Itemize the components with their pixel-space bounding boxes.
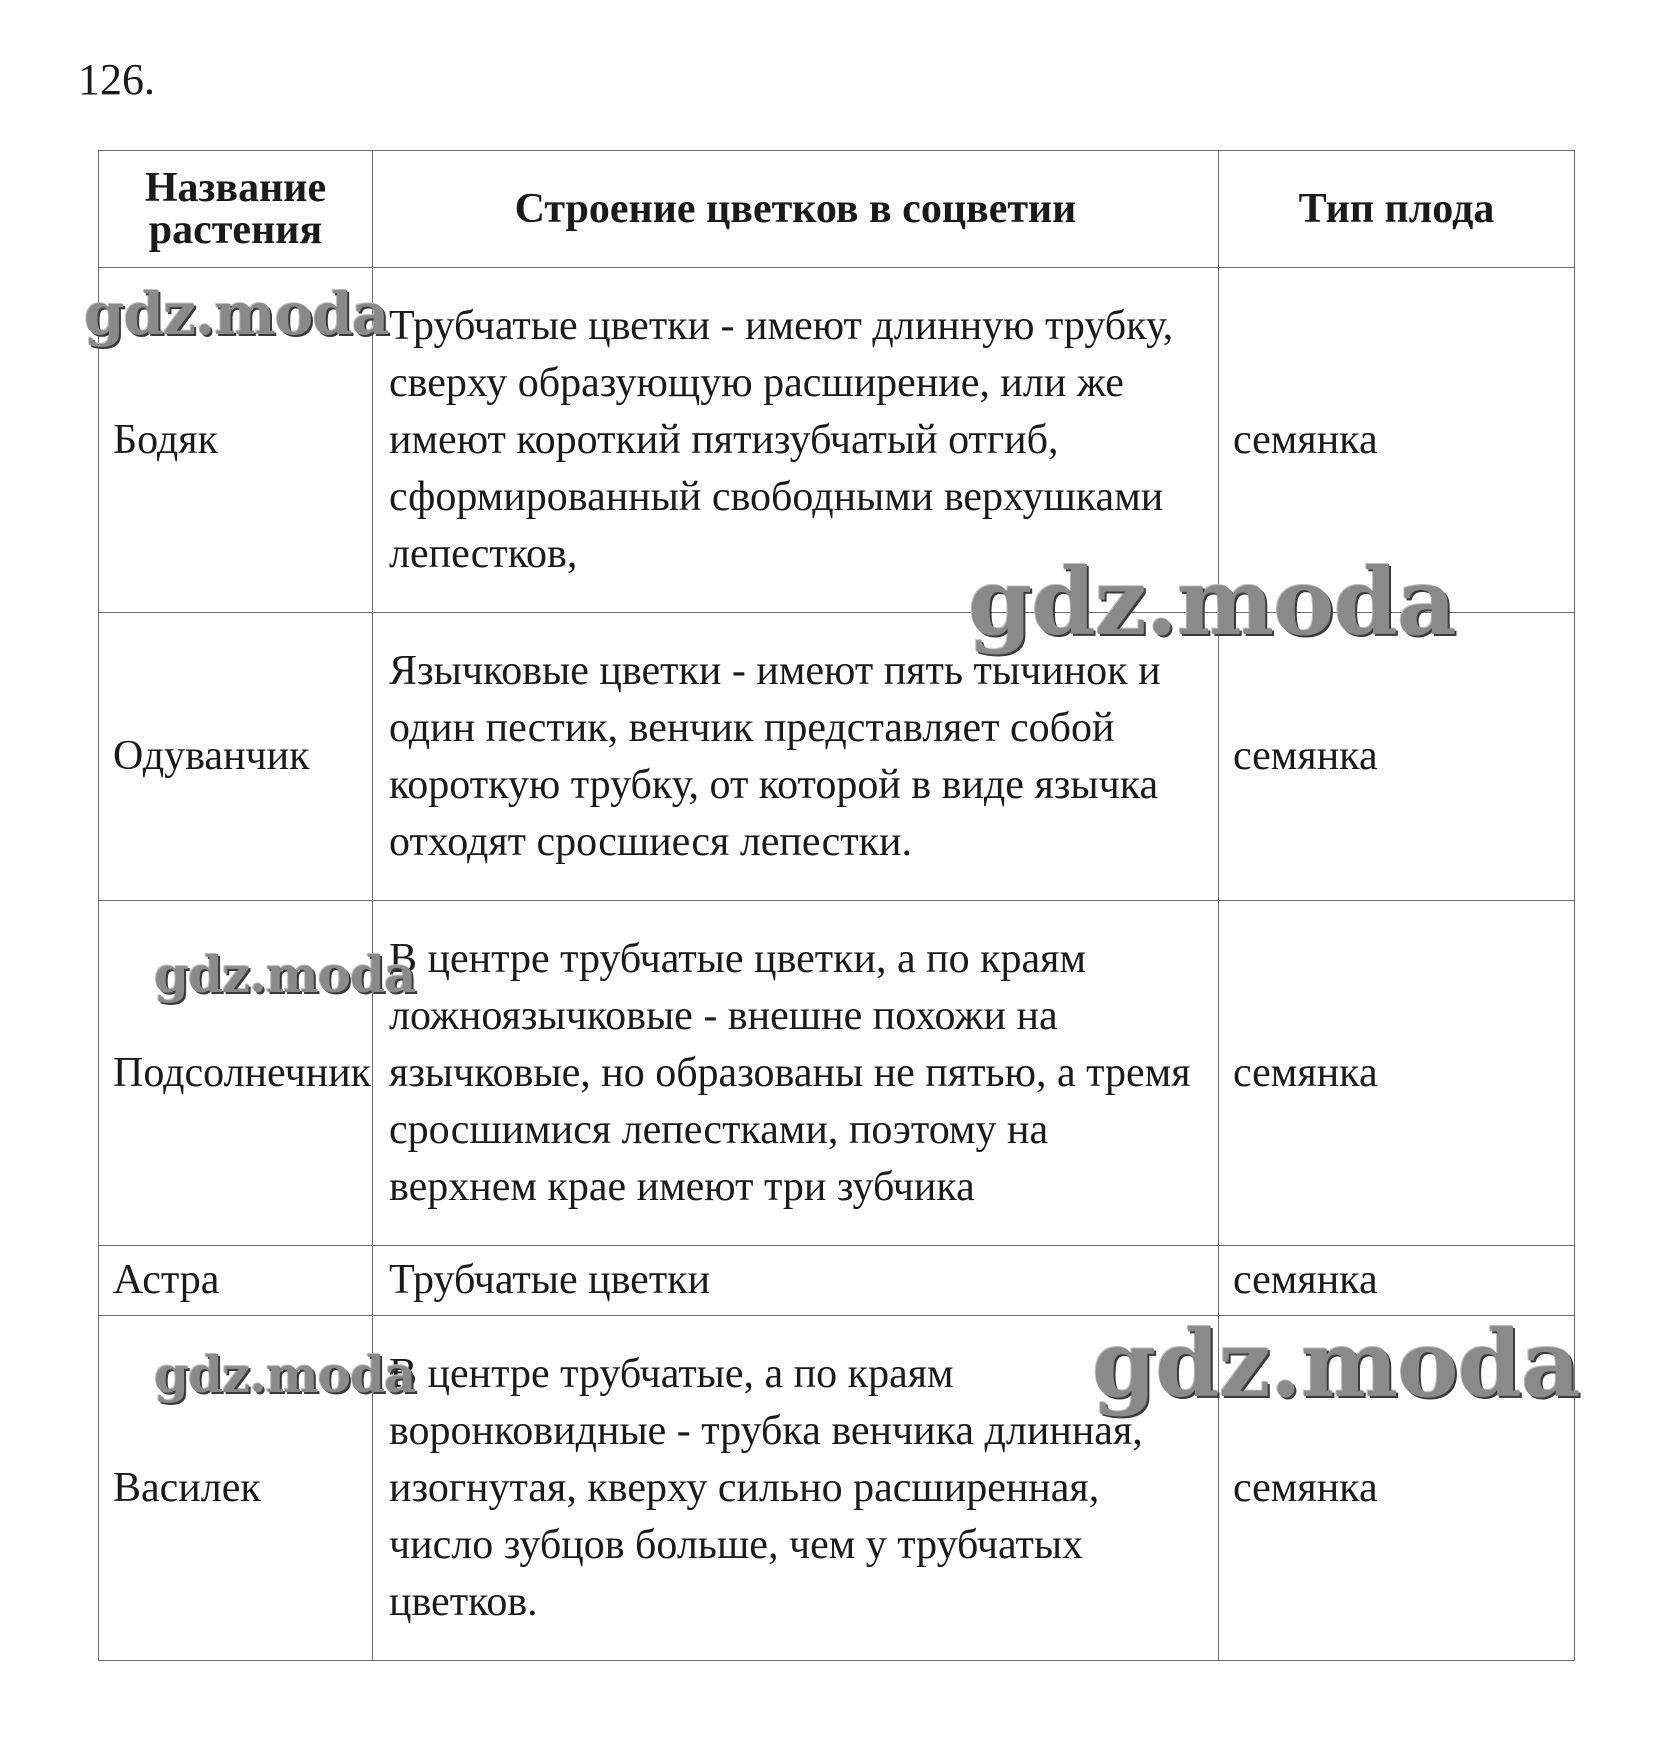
plants-table: [98, 150, 1575, 1661]
header-plant-name: Название растения: [99, 151, 373, 268]
plant-name-cell: Подсолнечник: [99, 901, 373, 1246]
fruit-type-cell: семянка: [1219, 1316, 1575, 1661]
structure-cell: Трубчатые цветки - имеют длинную трубку, сверху образующую расширение, или же имеют короткий пятизубчатый отгиб, сформированный свободными верхушками лепестков,: [373, 268, 1219, 613]
watermark: gdz.moda: [1092, 1310, 1580, 1418]
structure-cell: Трубчатые цветки: [373, 1246, 1219, 1316]
header-flower-structure: Строение цветков в соцветии: [373, 151, 1219, 268]
structure-cell: В центре трубчатые цветки, а по краям ложноязычковые - внешне похожи на язычковые, но образованы не пятью, а тремя сросшимися лепестками, поэтому на верхнем крае имеют три зубчика: [373, 901, 1219, 1246]
table-row: [99, 901, 1575, 1246]
plant-name-cell: Василек: [99, 1316, 373, 1661]
watermark: gdz.moda: [154, 945, 416, 1004]
table-header-row: [99, 151, 1575, 268]
fruit-type-cell: семянка: [1219, 268, 1575, 613]
table-row: [99, 268, 1575, 613]
table-row: [99, 613, 1575, 901]
task-number: 126.: [78, 55, 155, 104]
header-fruit-type: Тип плода: [1219, 151, 1575, 268]
fruit-type-cell: семянка: [1219, 1246, 1575, 1316]
structure-cell: В центре трубчатые, а по краям воронковидные - трубка венчика длинная, изогнутая, кверху сильно расширенная, число зубцов больше, чем у трубчатых цветков.: [373, 1316, 1219, 1661]
structure-cell: Язычковые цветки - имеют пять тычинок и один пестик, венчик представляет собой короткую трубку, от которой в виде язычка отходят сросшиеся лепестки.: [373, 613, 1219, 901]
watermark: gdz.moda: [84, 280, 389, 348]
fruit-type-cell: семянка: [1219, 901, 1575, 1246]
plant-name-cell: Бодяк: [99, 268, 373, 613]
fruit-type-cell: семянка: [1219, 613, 1575, 901]
table-row: [99, 1316, 1575, 1661]
watermark: gdz.moda: [154, 1345, 416, 1404]
watermark: gdz.moda: [968, 548, 1456, 656]
table-row: [99, 1246, 1575, 1316]
plant-name-cell: Астра: [99, 1246, 373, 1316]
plant-name-cell: Одуванчик: [99, 613, 373, 901]
